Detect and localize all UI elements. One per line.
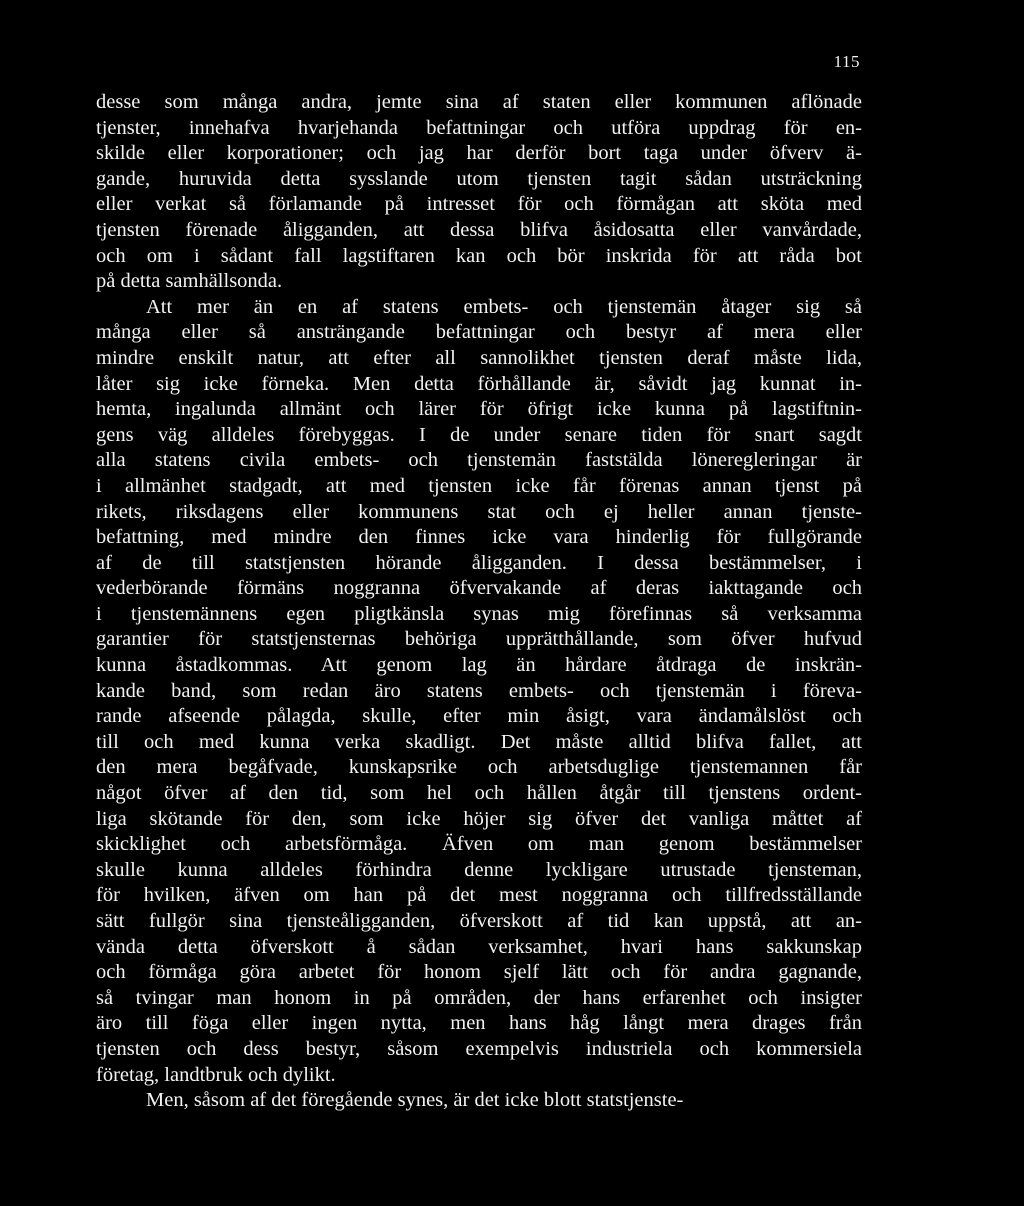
text-line: skulle kunna alldeles förhindra denne lyckligare utrustade tjensteman, [96,858,862,881]
text-line: hemta, ingalunda allmänt och lärer för öfrigt icke kunna på lagstiftnin- [96,398,862,421]
text-line: äro till föga eller ingen nytta, men hans håg långt mera drages från [96,1012,862,1035]
text-line: många eller så ansträngande befattningar och bestyr af mera eller [96,321,862,344]
text-line: sätt fullgör sina tjensteåligganden, öfverskott af tid kan uppstå, att an- [96,910,862,932]
text-line: till och med kunna verka skadligt. Det måste alltid blifva fallet, att [96,730,862,753]
text-line: befattning, med mindre den finnes icke vara hinderlig för fullgörande [96,526,862,549]
text-line: Att mer än en af statens embets- och tjenstemän åtager sig så [146,295,862,318]
text-line: i tjenstemännens egen pligtkänsla synas mig förefinnas så verksamma [96,602,862,625]
text-line: företag, landtbruk och dylikt. [96,1063,336,1086]
text-line: desse som många andra, jemte sina af staten eller kommunen aflönade [96,91,862,113]
text-line: liga skötande för den, som icke höjer sig öfver det vanliga måttet af [96,807,862,830]
text-line: af de till statstjensten hörande åligganden. I dessa bestämmelser, i [96,551,862,574]
text-line: och om i sådant fall lagstiftaren kan och bör inskrida för att råda bot [96,244,862,267]
text-line: vederbörande förmäns noggranna öfvervakande af deras iakttagande och [96,577,862,600]
text-line: så tvingar man honom in på områden, der hans erfarenhet och insigter [96,986,862,1009]
text-line: kande band, som redan äro statens embets- och tjenstemän i föreva- [96,679,862,702]
text-line: något öfver af den tid, som hel och hållen åtgår till tjenstens ordent- [96,782,862,805]
text-line: skicklighet och arbetsförmåga. Äfven om man genom bestämmelser [96,833,862,856]
text-line: gens väg alldeles förebyggas. I de under senare tiden för snart sagdt [96,423,862,446]
text-line: rikets, riksdagens eller kommunens stat och ej heller annan tjenste- [96,500,862,523]
text-line: och förmåga göra arbetet för honom sjelf lätt och för andra gagnande, [96,961,862,984]
text-line: på detta samhällsonda. [96,270,283,293]
text-line: kunna åstadkommas. Att genom lag än hårdare åtdraga de inskrän- [96,654,862,677]
body-text [96,90,862,1114]
text-line: tjensten och dess bestyr, såsom exempelvis industriela och kommersiela [96,1037,862,1060]
text-line: tjenster, innehafva hvarjehanda befattningar och utföra uppdrag för en- [96,116,862,139]
text-line: för hvilken, äfven om han på det mest noggranna och tillfredsställande [96,884,862,907]
text-line: låter sig icke förneka. Men detta förhållande är, såvidt jag kunnat in- [96,372,862,395]
text-line: Men, såsom af det föregående synes, är det icke blott statstjenste- [146,1089,684,1112]
text-line: tjensten förenade åligganden, att dessa blifva åsidosatta eller vanvårdade, [96,218,862,241]
text-line: i allmänhet stadgadt, att med tjensten icke får förenas annan tjenst på [96,474,862,497]
text-line: mindre enskilt natur, att efter all sannolikhet tjensten deraf måste lida, [96,346,862,369]
text-line: vända detta öfverskott å sådan verksamhet, hvari hans sakkunskap [96,935,862,958]
text-line: garantier för statstjensternas behöriga upprätthållande, som öfver hufvud [96,628,862,651]
text-line: alla statens civila embets- och tjenstemän faststälda löneregleringar är [96,449,862,472]
text-line: den mera begåfvade, kunskapsrike och arbetsduglige tjenstemannen får [96,756,862,779]
text-line: gande, huruvida detta sysslande utom tjensten tagit sådan utsträckning [96,167,862,190]
text-line: skilde eller korporationer; och jag har derför bort taga under öfverv ä- [96,142,862,165]
text-line: eller verkat så förlamande på intresset för och förmågan att sköta med [96,193,862,216]
page-number: 115 [833,52,860,71]
text-line: rande afseende pålagda, skulle, efter min åsigt, vara ändamålslöst och [96,705,862,728]
